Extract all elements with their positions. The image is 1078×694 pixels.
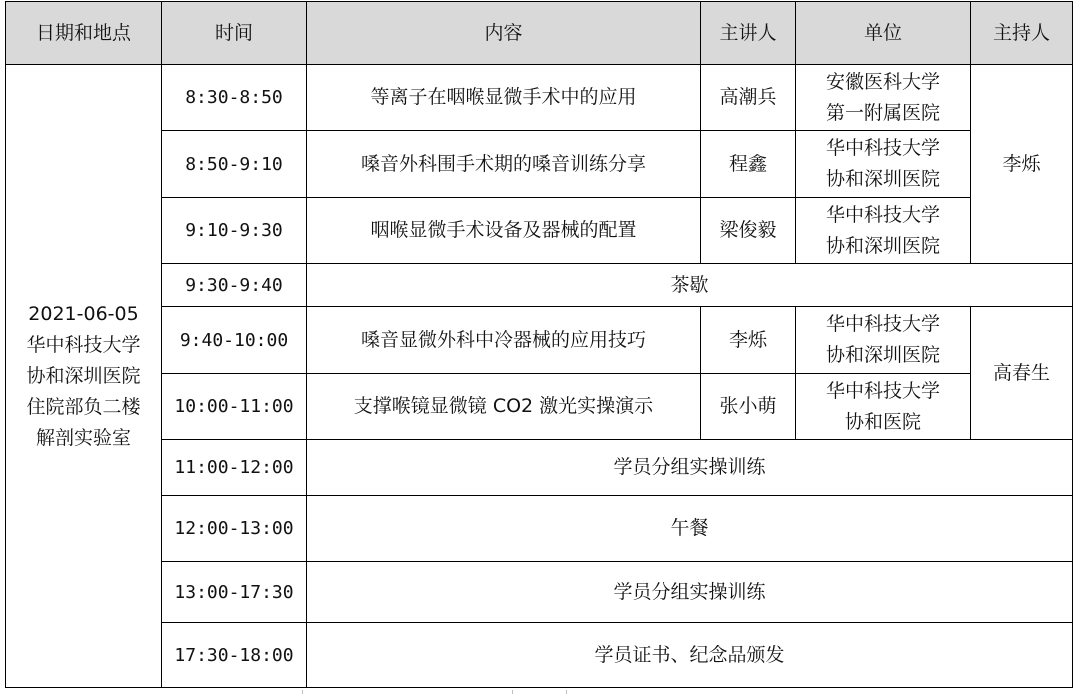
table-row bbox=[6, 440, 1073, 496]
session-unit bbox=[796, 307, 971, 374]
session-content: 等离子在咽喉显微手术中的应用 bbox=[307, 65, 701, 131]
edge-mark bbox=[512, 690, 513, 694]
session-time: 11:00-12:00 bbox=[162, 440, 307, 496]
header-unit: 单位 bbox=[796, 2, 971, 65]
session-time: 17:30-18:00 bbox=[162, 623, 307, 688]
unit-line: 安徽医科大学 bbox=[825, 70, 940, 93]
table-row bbox=[6, 307, 1073, 374]
session-unit bbox=[796, 374, 971, 440]
table-row bbox=[6, 623, 1073, 688]
header-time: 时间 bbox=[162, 2, 307, 65]
unit-line: 华中科技大学 bbox=[825, 137, 940, 159]
session-activity: 学员证书、纪念品颁发 bbox=[307, 623, 1073, 688]
unit-line: 第一附属医院 bbox=[825, 101, 940, 124]
session-unit bbox=[796, 131, 971, 198]
session-time: 9:40-10:00 bbox=[162, 307, 307, 374]
session-speaker: 李烁 bbox=[701, 307, 796, 374]
session-time: 9:10-9:30 bbox=[162, 198, 307, 264]
venue-line: 协和深圳医院 bbox=[26, 364, 141, 387]
session-unit bbox=[796, 198, 971, 264]
table-row bbox=[6, 496, 1073, 562]
table-row bbox=[6, 264, 1073, 307]
header-speaker: 主讲人 bbox=[701, 2, 796, 65]
session-content: 支撑喉镜显微镜 CO2 激光实操演示 bbox=[307, 374, 701, 440]
host-cell: 高春生 bbox=[971, 307, 1073, 440]
session-activity: 午餐 bbox=[307, 496, 1073, 562]
header-host: 主持人 bbox=[971, 2, 1073, 65]
session-speaker: 高潮兵 bbox=[701, 65, 796, 131]
session-time: 10:00-11:00 bbox=[162, 374, 307, 440]
session-time: 9:30-9:40 bbox=[162, 264, 307, 307]
session-content: 嗓音外科围手术期的嗓音训练分享 bbox=[307, 131, 701, 198]
unit-line: 协和医院 bbox=[844, 410, 921, 433]
session-speaker: 张小萌 bbox=[701, 374, 796, 440]
header-date-place: 日期和地点 bbox=[6, 2, 162, 65]
venue-line: 住院部负二楼 bbox=[26, 395, 141, 418]
venue-date: 2021-06-05 bbox=[28, 302, 139, 325]
unit-line: 协和深圳医院 bbox=[825, 168, 940, 190]
session-break: 茶歇 bbox=[307, 264, 1073, 307]
session-time: 13:00-17:30 bbox=[162, 562, 307, 623]
session-time: 8:30-8:50 bbox=[162, 65, 307, 131]
unit-line: 华中科技大学 bbox=[825, 313, 940, 335]
edge-mark bbox=[302, 690, 303, 694]
page-edge-marks bbox=[0, 690, 1078, 694]
header-content: 内容 bbox=[307, 2, 701, 65]
session-activity: 学员分组实操训练 bbox=[307, 562, 1073, 623]
session-content: 咽喉显微手术设备及器械的配置 bbox=[307, 198, 701, 264]
unit-line: 协和深圳医院 bbox=[825, 234, 940, 257]
table-row bbox=[6, 562, 1073, 623]
session-content: 嗓音显微外科中冷器械的应用技巧 bbox=[307, 307, 701, 374]
session-activity: 学员分组实操训练 bbox=[307, 440, 1073, 496]
venue-line: 解剖实验室 bbox=[35, 426, 131, 449]
session-speaker: 梁俊毅 bbox=[701, 198, 796, 264]
table-row bbox=[6, 65, 1073, 131]
session-unit bbox=[796, 65, 971, 131]
header-row bbox=[6, 2, 1073, 65]
unit-line: 协和深圳医院 bbox=[825, 344, 940, 366]
table-row bbox=[6, 198, 1073, 264]
schedule-table bbox=[5, 1, 1073, 688]
venue-line: 华中科技大学 bbox=[26, 333, 141, 356]
table-row bbox=[6, 374, 1073, 440]
session-time: 12:00-13:00 bbox=[162, 496, 307, 562]
unit-line: 华中科技大学 bbox=[825, 203, 940, 226]
session-time: 8:50-9:10 bbox=[162, 131, 307, 198]
table-row bbox=[6, 131, 1073, 198]
session-speaker: 程鑫 bbox=[701, 131, 796, 198]
venue-cell bbox=[6, 65, 162, 688]
host-cell: 李烁 bbox=[971, 65, 1073, 264]
unit-line: 华中科技大学 bbox=[825, 379, 940, 402]
edge-mark bbox=[566, 690, 567, 694]
